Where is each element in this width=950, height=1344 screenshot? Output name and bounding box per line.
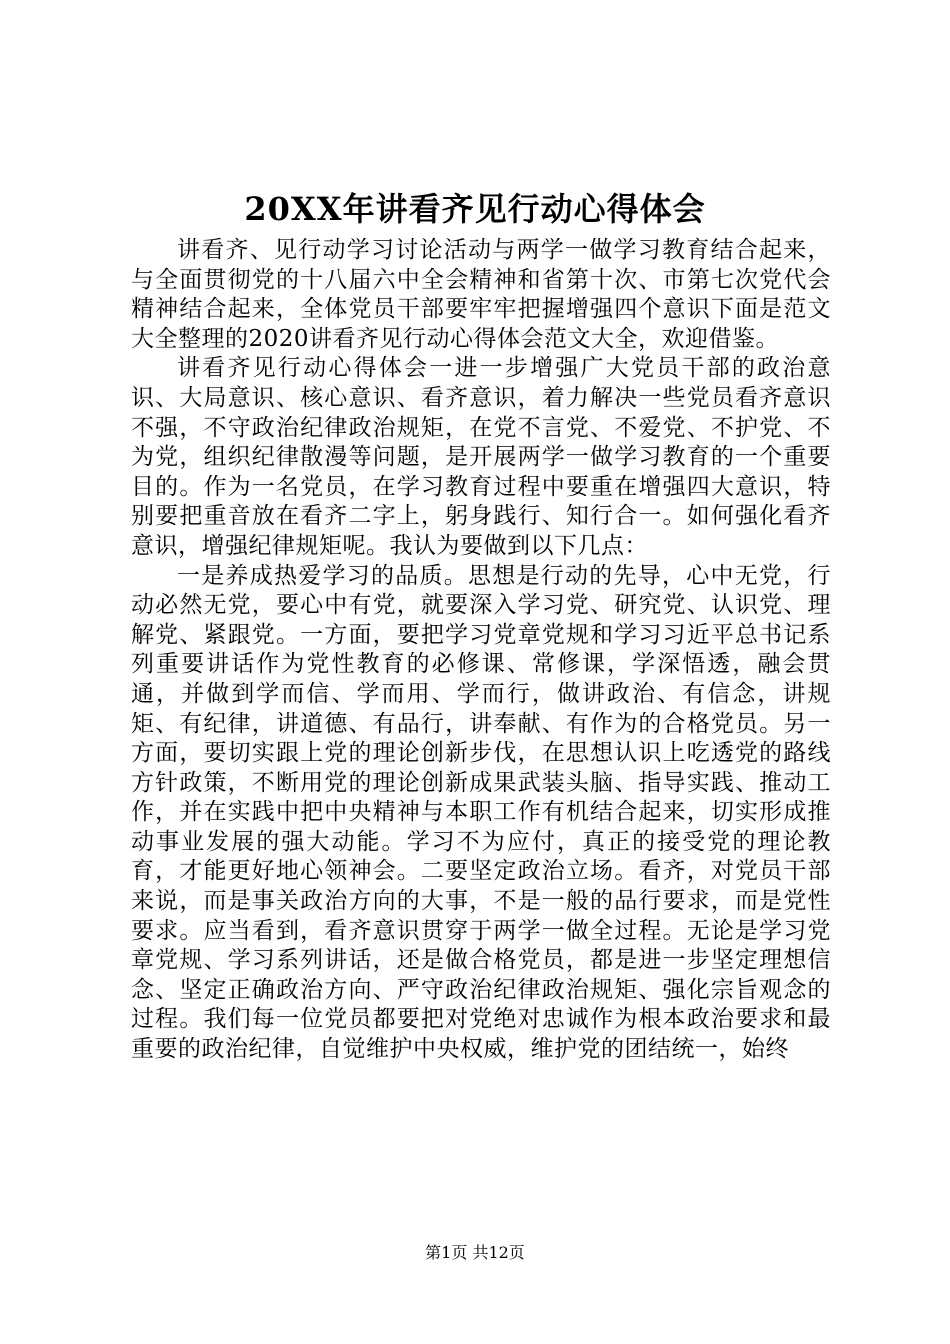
paragraph-points: 一是养成热爱学习的品质。思想是行动的先导，心中无党，行动必然无党，要心中有党，就要深入学习党、研究党、认识党、理解党、紧跟党。一方面，要把学习党章党规和学习习近平总书记系列重要讲话作为党性教育的必修课、常修课，学深悟透，融会贯通，并做到学而信、学而用、学而行，做讲政治、有信念，讲规矩、有纪律，讲道德、有品行，讲奉献、有作为的合格党员。另一方面，要切实跟上党的理论创新步伐，在思想认识上吃透党的路线方针政策，不断用党的理论创新成果武装头脑、指导实践、推动工作，并在实践中把中央精神与本职工作有机结合起来，切实形成推动事业发展的强大动能。学习不为应付，真正的接受党的理论教育，才能更好地心领神会。二要坚定政治立场。看齐，对党员干部来说，而是事关政治方向的大事，不是一般的品行要求，而是党性要求。应当看到，看齐意识贯穿于两学一做全过程。无论是学习党章党规、学习系列讲话，还是做合格党员，都是进一步坚定理想信念、坚定正确政治方向、严守政治纪律政治规矩、强化宗旨观念的过程。我们每一位党员都要把对党绝对忠诚作为根本政治要求和最重要的政治纪律，自觉维护中央权威，维护党的团结统一，始终 [131,562,831,1063]
document-title: 20XX年讲看齐见行动心得体会 [244,190,706,228]
paragraph-intro: 讲看齐、见行动学习讨论活动与两学一做学习教育结合起来，与全面贯彻党的十八届六中全会精神和省第十次、市第七次党代会精神结合起来，全体党员干部要牢牢把握增强四个意识下面是范文大全整理的2020讲看齐见行动心得体会范文大全，欢迎借鉴。 [131,237,831,352]
paragraph-experience-one: 讲看齐见行动心得体会一进一步增强广大党员干部的政治意识、大局意识、核心意识、看齐意识，着力解决一些党员看齐意识不强，不守政治纪律政治规矩，在党不言党、不爱党、不护党、不为党，组织纪律散漫等问题，是开展两学一做学习教育的一个重要目的。作为一名党员，在学习教育过程中要重在增强四大意识，特别要把重音放在看齐二字上，躬身践行、知行合一。如何强化看齐意识，增强纪律规矩呢。我认为要做到以下几点： [131,355,831,559]
document-body [131,236,831,1065]
page-number-footer: 第1页 共12页 [425,1243,525,1262]
